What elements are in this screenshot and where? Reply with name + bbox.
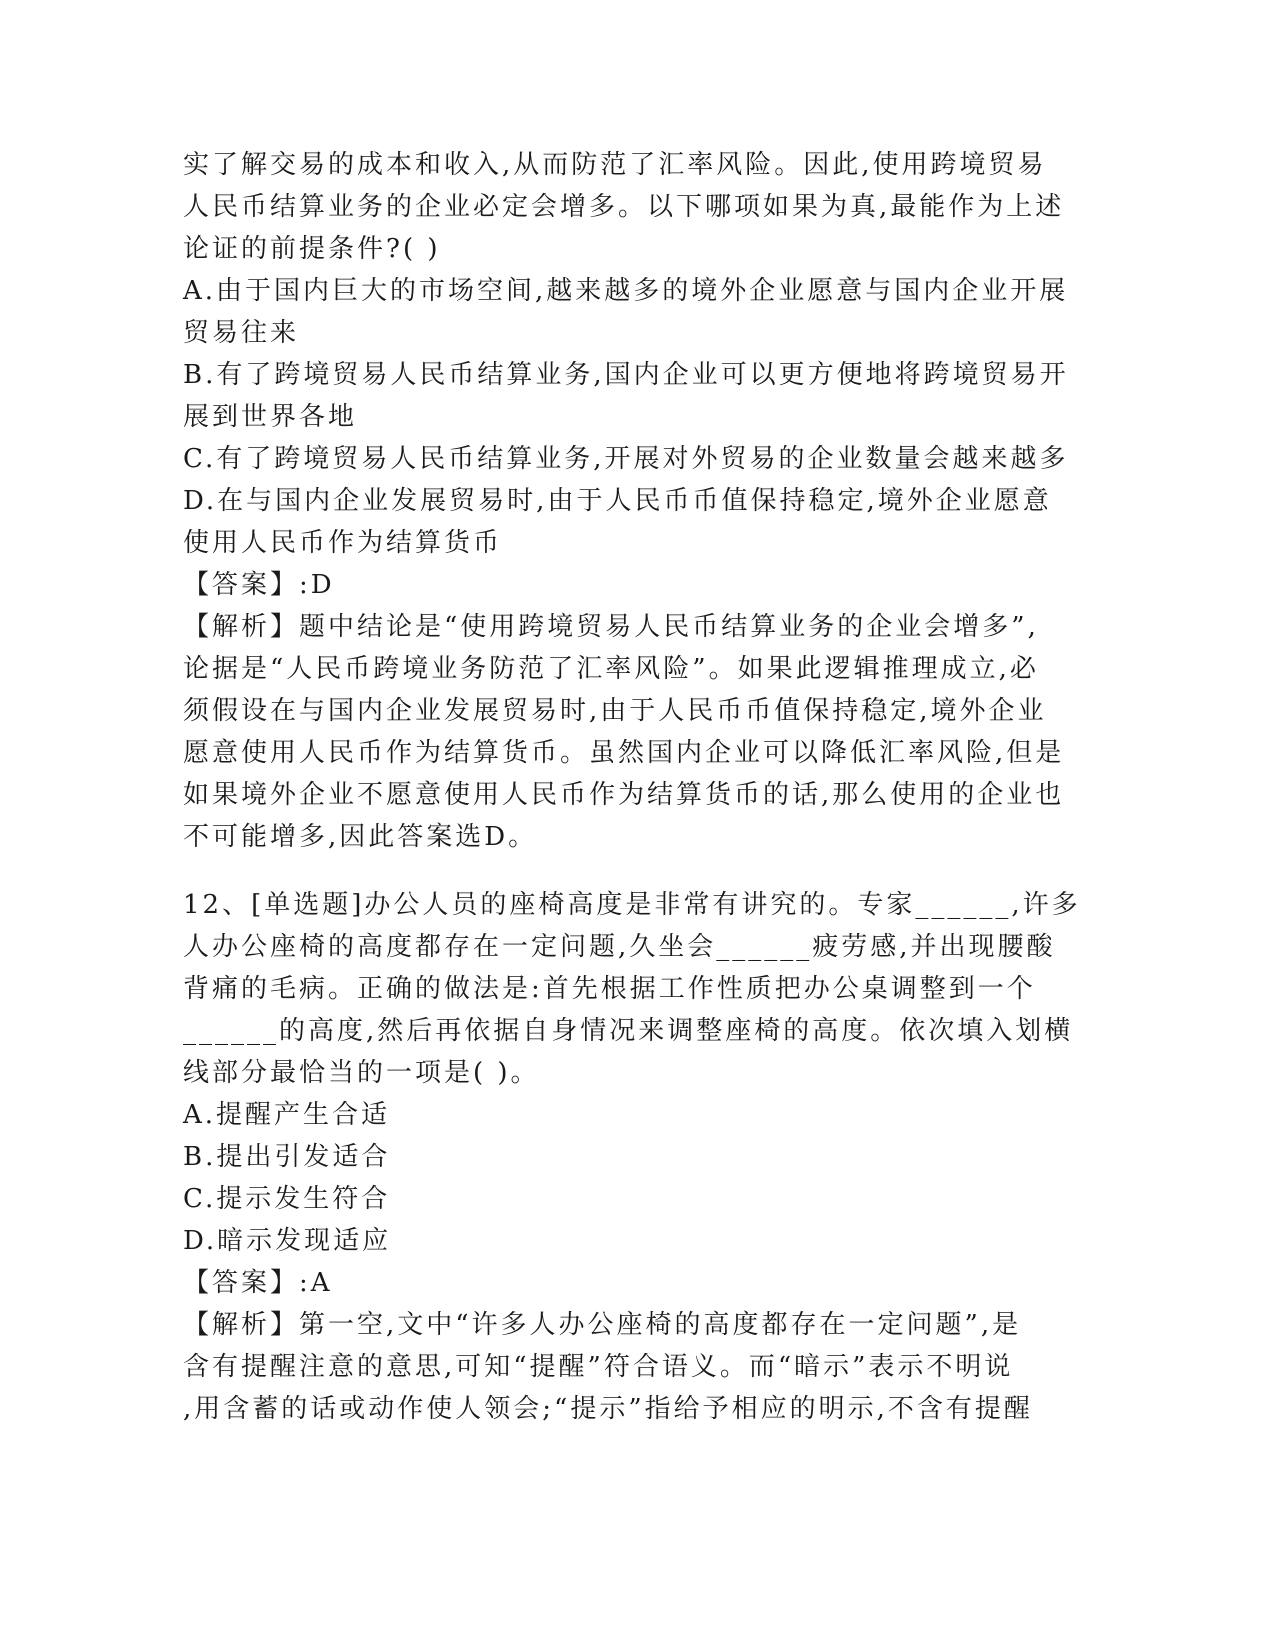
question-11-stem (183, 144, 1073, 270)
analysis-line: 【解析】题中结论是“使用跨境贸易人民币结算业务的企业会增多”, (183, 612, 1039, 642)
analysis-line: 须假设在与国内企业发展贸易时,由于人民币币值保持稳定,境外企业 (183, 696, 1047, 726)
question-11-answer: 【答案】:D (183, 570, 335, 600)
stem-line: 人办公座椅的高度都存在一定问题,久坐会______疲劳感,并出现腰酸 (183, 932, 1056, 962)
page-content (183, 144, 1081, 1430)
analysis-line: 论据是“人民币跨境业务防范了汇率风险”。如果此逻辑推理成立,必 (183, 654, 1039, 684)
analysis-line: 愿意使用人民币作为结算货币。虽然国内企业可以降低汇率风险,但是 (183, 738, 1065, 768)
option-b-text: 展到世界各地 (183, 402, 358, 432)
stem-line: 12、[单选题]办公人员的座椅高度是非常有讲究的。专家______,许多 (183, 890, 1081, 920)
option-b-text: B.有了跨境贸易人民币结算业务,国内企业可以更方便地将跨境贸易开 (183, 360, 1069, 390)
stem-line: 论证的前提条件?( ) (183, 234, 441, 264)
question-12-options (183, 1094, 1073, 1262)
stem-line: 实了解交易的成本和收入,从而防范了汇率风险。因此,使用跨境贸易 (183, 150, 1047, 180)
option-a-text: 贸易往来 (183, 318, 300, 348)
option-d-text: D.在与国内企业发展贸易时,由于人民币币值保持稳定,境外企业愿意 (183, 486, 1052, 516)
option-d-text: 使用人民币作为结算货币 (183, 528, 503, 558)
analysis-line: 【解析】第一空,文中“许多人办公座椅的高度都存在一定问题”,是 (183, 1310, 1022, 1340)
analysis-line: 含有提醒注意的意思,可知“提醒”符合语义。而“暗示”表示不明说 (183, 1352, 1014, 1382)
question-12-answer: 【答案】:A (183, 1268, 333, 1298)
question-spacer (183, 858, 1073, 884)
option-b-text: B.提出引发适合 (183, 1142, 391, 1172)
stem-line: 线部分最恰当的一项是( )。 (183, 1058, 540, 1088)
stem-line: 背痛的毛病。正确的做法是:首先根据工作性质把办公桌调整到一个 (183, 974, 1036, 1004)
analysis-line: 不可能增多,因此答案选D。 (183, 822, 538, 852)
option-c-text: C.有了跨境贸易人民币结算业务,开展对外贸易的企业数量会越来越多 (183, 444, 1069, 474)
analysis-line: 如果境外企业不愿意使用人民币作为结算货币的话,那么使用的企业也 (183, 780, 1065, 810)
stem-line: 人民币结算业务的企业必定会增多。以下哪项如果为真,最能作为上述 (183, 192, 1065, 222)
question-11-analysis (183, 606, 1073, 858)
question-11-options (183, 270, 1073, 564)
question-12-stem (183, 884, 1081, 1094)
option-a-text: A.提醒产生合适 (183, 1100, 391, 1130)
option-d-text: D.暗示发现适应 (183, 1226, 392, 1256)
analysis-line: ,用含蓄的话或动作使人领会;“提示”指给予相应的明示,不含有提醒 (183, 1394, 1033, 1424)
option-c-text: C.提示发生符合 (183, 1184, 391, 1214)
stem-line: ______的高度,然后再依据自身情况来调整座椅的高度。依次填入划横 (183, 1016, 1074, 1046)
question-12-analysis (183, 1304, 1073, 1430)
option-a-text: A.由于国内巨大的市场空间,越来越多的境外企业愿意与国内企业开展 (183, 276, 1069, 306)
